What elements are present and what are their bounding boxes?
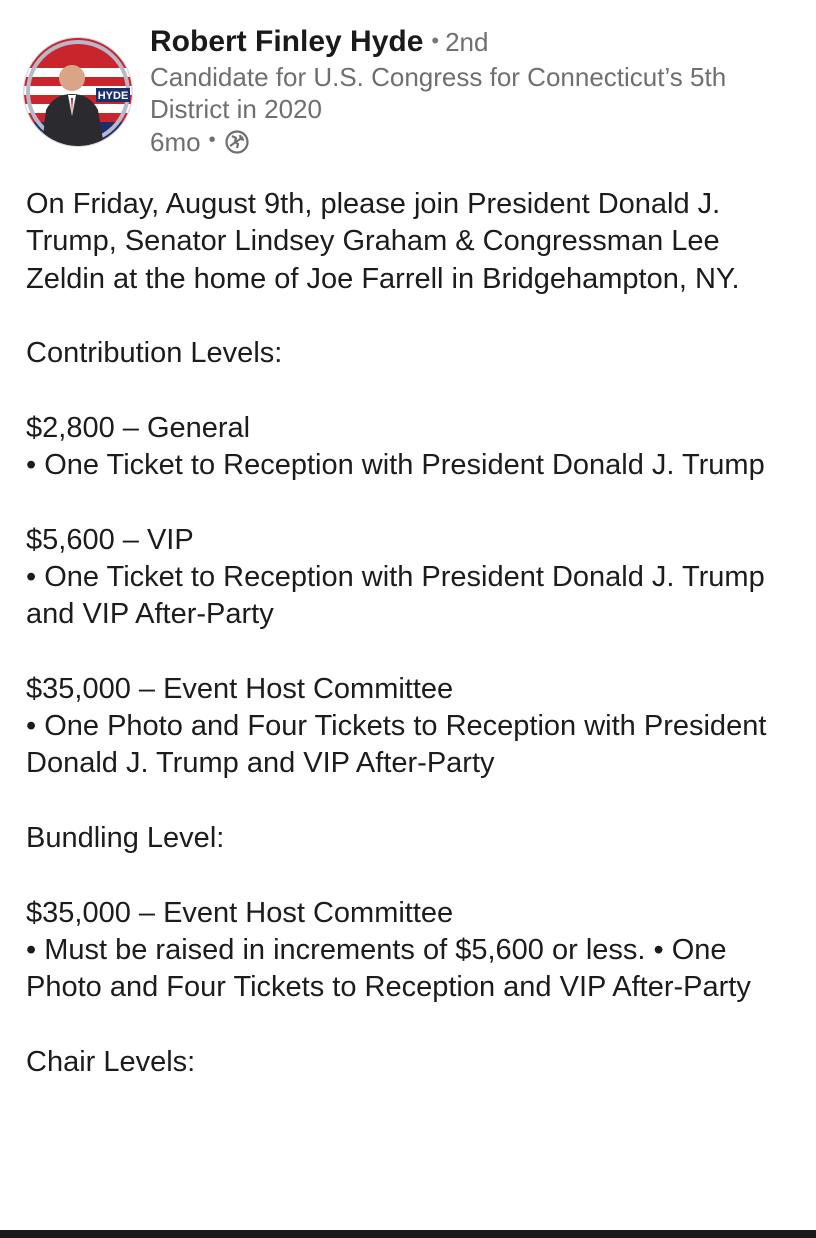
level-benefit: • One Photo and Four Tickets to Reception with President Donald J. Trump and VIP After-Party: [26, 710, 767, 780]
author-name-row: [150, 24, 488, 62]
contribution-heading: Contribution Levels:: [26, 337, 283, 370]
author-avatar[interactable]: [24, 38, 132, 146]
post-header: [0, 0, 816, 170]
globe-icon: [224, 129, 250, 155]
author-name[interactable]: Robert Finley Hyde: [150, 25, 424, 58]
post-intro: On Friday, August 9th, please join President Donald J. Trump, Senator Lindsey Graham & Congressman Lee Zeldin at the home of Joe Farrell in Bridgehampton, NY.: [26, 188, 740, 295]
bundling-price: $35,000 – Event Host Committee: [26, 896, 454, 929]
avatar-text: HYDE: [97, 90, 129, 102]
chair-heading: Chair Levels:: [26, 1045, 196, 1078]
level-price: $35,000 – Event Host Committee: [26, 672, 454, 705]
post-meta: [150, 126, 250, 158]
level-benefit: • One Ticket to Reception with President Donald J. Trump and VIP After-Party: [26, 560, 765, 631]
bundling-heading: Bundling Level:: [26, 822, 225, 855]
bottom-edge-bar: [0, 1230, 816, 1238]
degree-separator: •: [431, 28, 440, 53]
meta-separator: •: [208, 129, 216, 151]
level-price: $2,800 – General: [26, 411, 251, 444]
level-benefit: • One Ticket to Reception with President Donald J. Trump: [26, 449, 765, 482]
author-headline: Candidate for U.S. Congress for Connecticut’s 5th District in 2020: [150, 62, 727, 124]
connection-degree: 2nd: [445, 27, 489, 57]
post-time: 6mo: [150, 127, 201, 157]
level-price: $5,600 – VIP: [26, 523, 194, 556]
post-body: [26, 186, 806, 1081]
bundling-benefit: • Must be raised in increments of $5,600 or less. • One Photo and Four Tickets to Reception and VIP After-Party: [26, 933, 751, 1004]
